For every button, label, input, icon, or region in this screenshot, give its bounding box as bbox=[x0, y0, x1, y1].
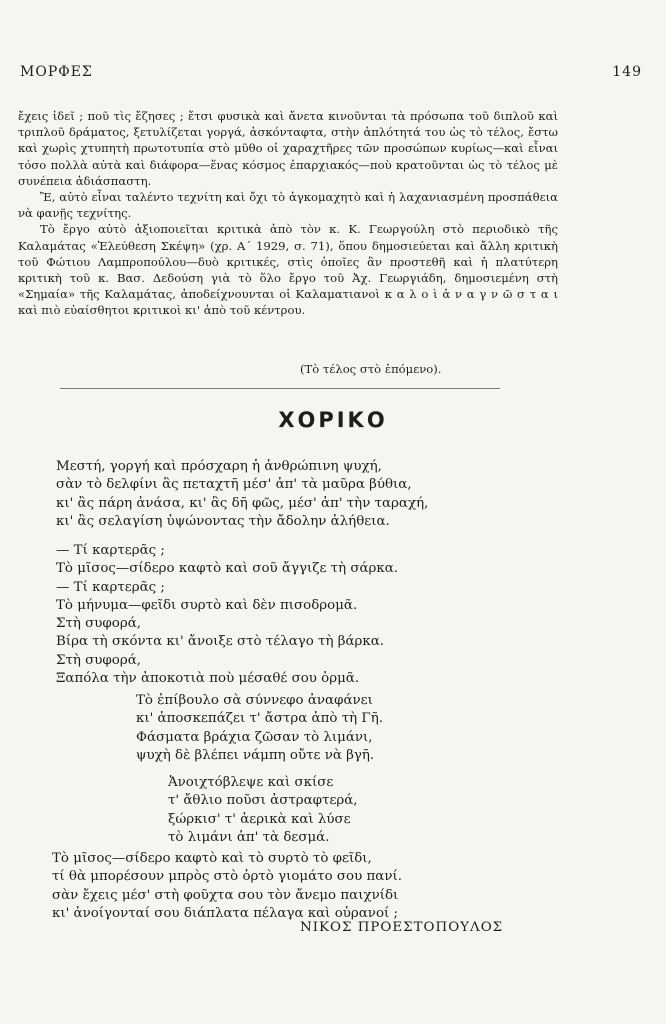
verse-line: κι' ἀνοίγονταί σου διάπλατα πέλαγα καὶ οὐρανοί ; bbox=[52, 905, 399, 921]
verse-line: κι' ἂς σελαγίση ὑψώνοντας τὴν ἄδολην ἀλήθεια. bbox=[56, 513, 390, 529]
verse-line: τὸ λιμάνι ἀπ' τὰ δεσμά. bbox=[168, 829, 330, 845]
verse-line: Ξαπόλα τὴν ἀποκοτιὰ ποὺ μέσαθέ σου ὁρμᾶ. bbox=[56, 671, 360, 687]
verse-line: Τὸ ἐπίβουλο σὰ σύννεφο ἀναφάνει bbox=[136, 693, 373, 708]
verse-line: — Τί καρτερᾶς ; bbox=[56, 543, 165, 558]
paragraph: ἔχεις ἰδεῖ ; ποῦ τὶς ἔζησες ; ἔτσι φυσικὰ καὶ ἄνετα κινοῦνται τὰ πρόσωπα τοῦ διπλοῦ καὶ τριπλοῦ δράματος, ξετυλίζεται γοργά, ἀσκόνταφτα, στὴν ἁπλότητά του ὡς τὸ τέλος, ἔστω καὶ χωρὶς χτυπητὴ πρωτοτυπία στὸ μῦθο οἱ χαραχτῆρες τῶν προσώπων κυρίως—καὶ εἶναι τόσο πολλὰ αὐτὰ καὶ διάφορα—ἕνας κόσμος ἐπαρχιακός—ποὺ κρατοῦνται ὡς τὸ τέλος μὲ συνέπεια ἀδιάσπαστη. bbox=[18, 109, 558, 188]
verse-line: Στὴ συφορά, bbox=[56, 616, 142, 632]
stanza-2 bbox=[56, 542, 398, 688]
running-header bbox=[20, 64, 642, 84]
verse-line: Στὴ συφορά, bbox=[56, 652, 142, 668]
verse-line: σὰν τὸ δελφίνι ἂς πεταχτῆ μέσ' ἀπ' τὰ μαῦρα βύθια, bbox=[56, 477, 412, 493]
page-number: 149 bbox=[612, 64, 642, 80]
verse-line: Τὸ μήνυμα—φεῖδι συρτὸ καὶ δὲν πισοδρομᾶ. bbox=[56, 597, 358, 613]
verse-line: Τὸ μῖσος—σίδερο καφτὸ καὶ τὸ συρτὸ τὸ φεῖδι, bbox=[52, 851, 372, 866]
continued-note: (Τὸ τέλος στὸ ἑπόμενο). bbox=[300, 362, 442, 376]
section-divider bbox=[60, 388, 500, 389]
verse-line: Βίρα τὴ σκόντα κι' ἄνοιξε στὸ τέλαγο τὴ βάρκα. bbox=[56, 634, 385, 650]
verse-line: Μεστή, γοργή καὶ πρόσχαρη ἡ ἀνθρώπινη ψυχή, bbox=[56, 459, 382, 474]
verse-line: Τὸ μῖσος—σίδερο καφτὸ καὶ σοῦ ἄγγιζε τὴ σάρκα. bbox=[56, 561, 399, 577]
paragraph: Ἔ, αὐτὸ εἶναι ταλέντο τεχνίτη καὶ ὄχι τὸ ἀγκομαχητὸ καὶ ἡ λαχανιασμένη προσπάθεια νὰ φανῇς τεχνίτης. bbox=[18, 190, 558, 221]
poet-signature: ΝΙΚΟΣ ΠΡΟΕΣΤΟΠΟΥΛΟΣ bbox=[300, 920, 504, 935]
stanza-4 bbox=[168, 774, 358, 847]
journal-name: ΜΟΡΦΕΣ bbox=[20, 64, 93, 80]
stanza-5 bbox=[52, 850, 402, 923]
verse-line: τ' ἄθλιο ποῦσι ἀστραφτερά, bbox=[168, 793, 358, 809]
verse-line: κι' ἂς πάρη ἀνάσα, κι' ἂς δῆ φῶς, μέσ' ἀπ' τὴν ταραχή, bbox=[56, 495, 429, 511]
review-text bbox=[18, 108, 558, 319]
verse-line: ξώρκισ' τ' ἀερικὰ καὶ λύσε bbox=[168, 811, 351, 827]
verse-line: Φάσματα βράχια ζῶσαν τὸ λιμάνι, bbox=[136, 729, 373, 745]
verse-line: κι' ἀποσκεπάζει τ' ἄστρα ἀπὸ τὴ Γῆ. bbox=[136, 711, 383, 727]
verse-line: — Τί καρτερᾶς ; bbox=[56, 579, 165, 595]
verse-line: Ἀνοιχτόβλεψε καὶ σκίσε bbox=[168, 775, 334, 790]
stanza-3 bbox=[136, 692, 383, 765]
stanza-1 bbox=[56, 458, 428, 531]
verse-line: τί θὰ μπορέσουν μπρὸς στὸ ὀρτὸ γιομάτο σου πανί. bbox=[52, 869, 402, 885]
paragraph: Τὸ ἔργο αὐτὸ ἀξιοποιεῖται κριτικὰ ἀπὸ τὸν κ. Κ. Γεωργούλη στὸ περιοδικὸ τῆς Καλαμάτας «Ἐλεύθεση Σκέψη» (χρ. Α΄ 1929, σ. 71), ὅπου δημοσιεύεται καὶ ἄλλη κριτικὴ τοῦ Φώτιου Λαμπροπούλου—δυὸ κριτικές, στὶς ὁποῖες ἂν προστεθῆ καὶ ἡ πλατύτερη κριτικὴ τοῦ κ. Βασ. Δεδούση γιὰ τὸ ὅλο ἔργο τοῦ Ἀχ. Γεωργιάδη, δημοσιεμένη στὴ «Σημαία» τῆς Καλαμάτας, ἀποδείχνουνται οἱ Καλαματιανοὶ κ α λ ο ὶ ἀ ν α γ ν ῶ σ τ α ι καὶ πιὸ εὐαίσθητοι κριτικοὶ κι' ἀπὸ τοῦ κέντρου. bbox=[18, 222, 558, 318]
verse-line: ψυχὴ δὲ βλέπει νάμπη οὔτε νὰ βγῆ. bbox=[136, 747, 375, 763]
verse-line: σὰν ἔχεις μέσ' στὴ φοῦχτα σου τὸν ἄνεμο παιχνίδι bbox=[52, 887, 399, 903]
poem-title: ΧΟΡΙΚΟ bbox=[278, 408, 388, 432]
